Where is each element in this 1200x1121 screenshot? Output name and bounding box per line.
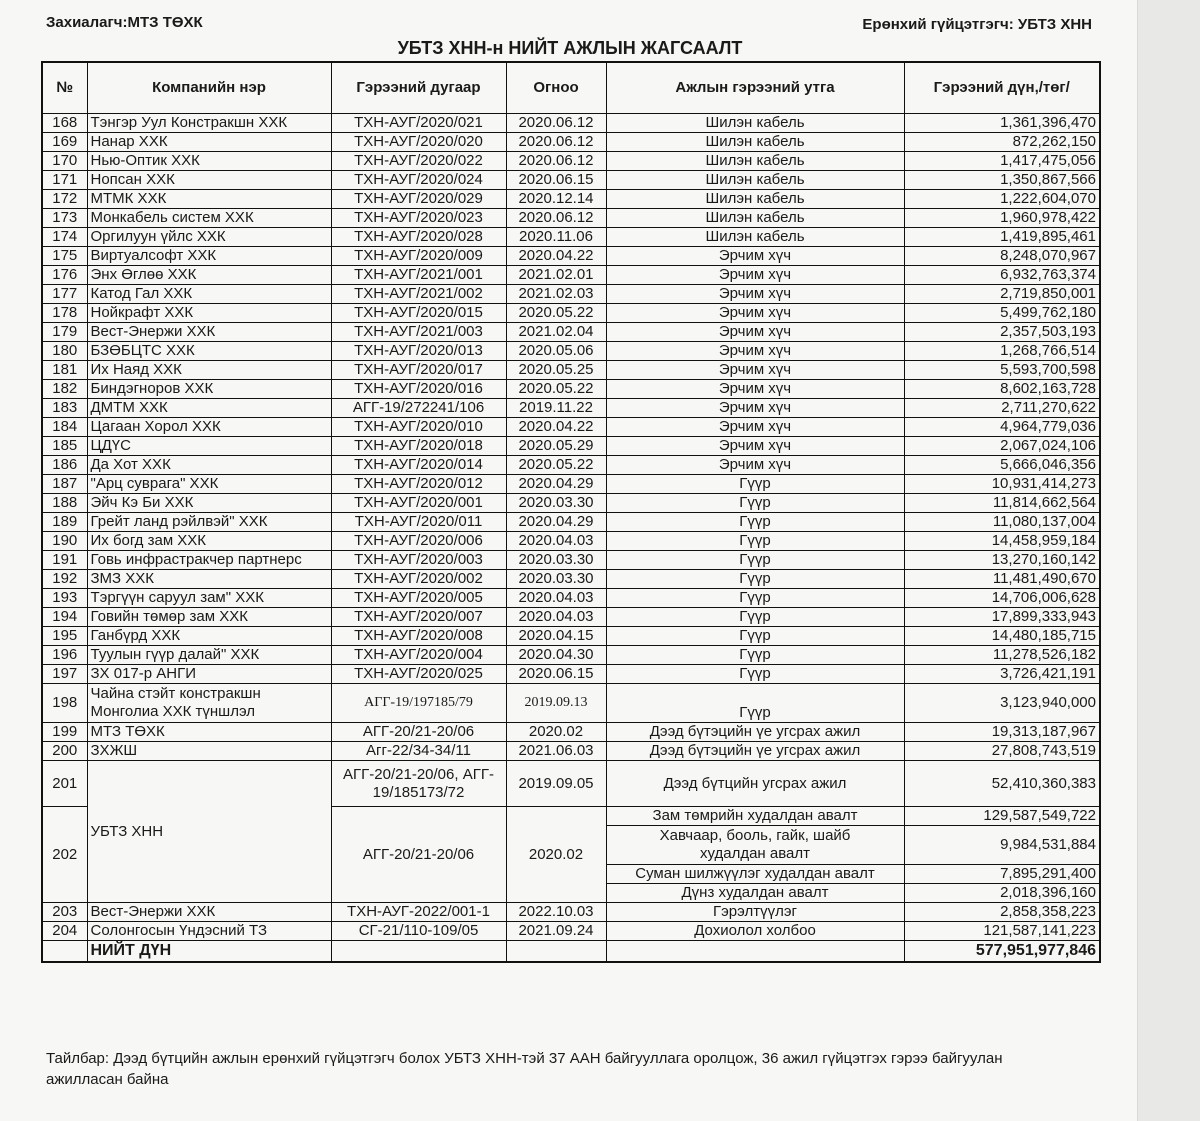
table-row <box>42 133 1100 152</box>
row-work-value: Эрчим хүч <box>606 418 904 437</box>
row-date: 2020.06.12 <box>506 114 606 133</box>
table-header-row <box>42 62 1100 114</box>
row-work-value: Гэрэлтүүлэг <box>606 903 904 922</box>
row-contract: ТХН-АУГ/2020/022 <box>331 152 506 171</box>
row-contract: АГГ-20/21-20/06 <box>331 807 506 903</box>
row-no: 172 <box>42 190 87 209</box>
row-contract: ТХН-АУГ/2020/025 <box>331 665 506 684</box>
row-date: 2020.06.12 <box>506 133 606 152</box>
row-work-value: Гүүр <box>606 684 904 723</box>
row-contract: ТХН-АУГ/2020/013 <box>331 342 506 361</box>
row-amount: 14,480,185,715 <box>904 627 1100 646</box>
row-company: Да Хот ХХК <box>87 456 331 475</box>
table-row <box>42 418 1100 437</box>
table-row <box>42 742 1100 761</box>
customer-label: Захиалагч:МТЗ ТӨХК <box>46 14 203 31</box>
col-header-contract-no: Гэрээний дугаар <box>331 62 506 114</box>
row-contract: Агг-22/34-34/11 <box>331 742 506 761</box>
row-no: 182 <box>42 380 87 399</box>
row-company: Биндэгноров ХХК <box>87 380 331 399</box>
row-no: 168 <box>42 114 87 133</box>
row-work-value: Эрчим хүч <box>606 342 904 361</box>
row-amount: 19,313,187,967 <box>904 723 1100 742</box>
row-no: 199 <box>42 723 87 742</box>
row-amount: 1,350,867,566 <box>904 171 1100 190</box>
work-list-table <box>41 61 1101 963</box>
col-header-amount: Гэрээний дүн,/төг/ <box>904 62 1100 114</box>
row-contract: ТХН-АУГ/2020/004 <box>331 646 506 665</box>
row-no: 178 <box>42 304 87 323</box>
row-work-value: Эрчим хүч <box>606 437 904 456</box>
row-contract: ТХН-АУГ-2022/001-1 <box>331 903 506 922</box>
row-amount: 11,481,490,670 <box>904 570 1100 589</box>
page-edge-shadow <box>1137 0 1200 1121</box>
row-no: 170 <box>42 152 87 171</box>
row-amount: 129,587,549,722 <box>904 807 1100 826</box>
row-company: Эйч Кэ Би ХХК <box>87 494 331 513</box>
row-no: 195 <box>42 627 87 646</box>
row-no: 173 <box>42 209 87 228</box>
row-company: Говь инфрастракчер партнерс <box>87 551 331 570</box>
row-contract: ТХН-АУГ/2020/007 <box>331 608 506 627</box>
row-work-value: Эрчим хүч <box>606 304 904 323</box>
row-company: Их Наяд ХХК <box>87 361 331 380</box>
row-no: 192 <box>42 570 87 589</box>
contractor-label: Ерөнхий гүйцэтгэгч: УБТЗ ХНН <box>862 16 1092 33</box>
row-amount: 52,410,360,383 <box>904 761 1100 807</box>
row-date: 2020.05.22 <box>506 380 606 399</box>
row-contract: ТХН-АУГ/2020/005 <box>331 589 506 608</box>
table-row <box>42 323 1100 342</box>
table-row <box>42 903 1100 922</box>
row-amount: 2,067,024,106 <box>904 437 1100 456</box>
total-empty-cell <box>506 941 606 963</box>
row-contract: ТХН-АУГ/2021/003 <box>331 323 506 342</box>
table-row <box>42 627 1100 646</box>
row-company: Тэргүүн саруул зам" ХХК <box>87 589 331 608</box>
row-no: 187 <box>42 475 87 494</box>
table-row <box>42 190 1100 209</box>
row-amount: 9,984,531,884 <box>904 826 1100 865</box>
row-work-value: Эрчим хүч <box>606 399 904 418</box>
row-date: 2020.06.12 <box>506 209 606 228</box>
table-row <box>42 551 1100 570</box>
row-amount: 11,080,137,004 <box>904 513 1100 532</box>
row-contract: ТХН-АУГ/2020/009 <box>331 247 506 266</box>
row-work-value: Дүнз худалдан авалт <box>606 884 904 903</box>
row-amount: 2,357,503,193 <box>904 323 1100 342</box>
table-row <box>42 171 1100 190</box>
row-date: 2020.06.15 <box>506 665 606 684</box>
row-no: 203 <box>42 903 87 922</box>
table-row <box>42 723 1100 742</box>
row-no: 171 <box>42 171 87 190</box>
table-row <box>42 228 1100 247</box>
row-date: 2020.04.22 <box>506 418 606 437</box>
col-header-company: Компанийн нэр <box>87 62 331 114</box>
row-work-value: Гүүр <box>606 627 904 646</box>
contract-line: АГГ-20/21-20/06, АГГ- <box>343 765 494 783</box>
row-date: 2020.05.06 <box>506 342 606 361</box>
table-row <box>42 570 1100 589</box>
company-line: Монголиа ХХК түншлэл <box>90 703 256 720</box>
row-amount: 1,960,978,422 <box>904 209 1100 228</box>
footnote: Тайлбар: Дээд бүтцийн ажлын ерөнхий гүйцэтгэгч болох УБТЗ ХНН-тэй 37 ААН байгууллага оролцож, 36 ажил гүйцэтгэх гэрээ байгуулан ажилласан байна <box>46 1050 1003 1088</box>
row-amount: 17,899,333,943 <box>904 608 1100 627</box>
row-company: Грейт ланд рэйлвэй" ХХК <box>87 513 331 532</box>
row-amount: 1,419,895,461 <box>904 228 1100 247</box>
row-contract: ТХН-АУГ/2020/024 <box>331 171 506 190</box>
table-body <box>42 114 1100 963</box>
row-company: "Арц суврага" ХХК <box>87 475 331 494</box>
row-company: Оргилуун үйлс ХХК <box>87 228 331 247</box>
row-date: 2020.12.14 <box>506 190 606 209</box>
row-contract: ТХН-АУГ/2020/029 <box>331 190 506 209</box>
row-company: БЗӨБЦТС ХХК <box>87 342 331 361</box>
row-company: ЗХ 017-р АНГИ <box>87 665 331 684</box>
table-row <box>42 247 1100 266</box>
row-work-value: Шилэн кабель <box>606 152 904 171</box>
row-amount: 8,602,163,728 <box>904 380 1100 399</box>
row-date: 2020.04.03 <box>506 608 606 627</box>
col-header-work-value: Ажлын гэрээний утга <box>606 62 904 114</box>
row-contract: ТХН-АУГ/2020/017 <box>331 361 506 380</box>
table-row <box>42 665 1100 684</box>
row-work-value: Дээд бүтэцийн үе угсрах ажил <box>606 723 904 742</box>
col-header-no: № <box>42 62 87 114</box>
row-contract: ТХН-АУГ/2020/011 <box>331 513 506 532</box>
row-company: Цагаан Хорол ХХК <box>87 418 331 437</box>
row-work-value: Эрчим хүч <box>606 456 904 475</box>
row-no: 180 <box>42 342 87 361</box>
row-date: 2020.04.15 <box>506 627 606 646</box>
table-row <box>42 361 1100 380</box>
row-date: 2021.02.03 <box>506 285 606 304</box>
table-row <box>42 684 1100 723</box>
row-amount: 1,417,475,056 <box>904 152 1100 171</box>
row-no: 181 <box>42 361 87 380</box>
row-amount: 2,711,270,622 <box>904 399 1100 418</box>
row-date: 2020.03.30 <box>506 494 606 513</box>
row-date: 2020.04.03 <box>506 532 606 551</box>
row-contract: ТХН-АУГ/2020/016 <box>331 380 506 399</box>
row-work-value: Дээд бүтэцийн үе угсрах ажил <box>606 742 904 761</box>
table-row <box>42 608 1100 627</box>
row-date: 2020.02 <box>506 807 606 903</box>
row-amount: 14,706,006,628 <box>904 589 1100 608</box>
row-date: 2020.02 <box>506 723 606 742</box>
row-company <box>87 684 331 723</box>
row-contract: АГГ-20/21-20/06 <box>331 723 506 742</box>
row-company: Вест-Энержи ХХК <box>87 903 331 922</box>
total-empty-cell <box>42 941 87 963</box>
value-line: худалдан авалт <box>699 845 810 862</box>
row-no: 201 <box>42 761 87 807</box>
col-header-date: Огноо <box>506 62 606 114</box>
row-amount: 1,361,396,470 <box>904 114 1100 133</box>
value-line: Хавчаар, бооль, гайк, шайб <box>659 827 851 844</box>
row-contract: ТХН-АУГ/2020/023 <box>331 209 506 228</box>
row-company: ДМТМ ХХК <box>87 399 331 418</box>
row-company: Тэнгэр Уул Констракшн ХХК <box>87 114 331 133</box>
row-contract: ТХН-АУГ/2020/001 <box>331 494 506 513</box>
row-work-value: Гүүр <box>606 589 904 608</box>
row-work-value: Дохиолол холбоо <box>606 922 904 941</box>
row-company: Катод Гал ХХК <box>87 285 331 304</box>
row-company: МТЗ ТӨХК <box>87 723 331 742</box>
row-work-value: Эрчим хүч <box>606 266 904 285</box>
total-row <box>42 941 1100 963</box>
table-row <box>42 532 1100 551</box>
row-work-value: Шилэн кабель <box>606 209 904 228</box>
total-empty-cell <box>331 941 506 963</box>
row-contract: СГ-21/110-109/05 <box>331 922 506 941</box>
row-contract: ТХН-АУГ/2020/006 <box>331 532 506 551</box>
row-company: МТМК ХХК <box>87 190 331 209</box>
row-date: 2020.05.25 <box>506 361 606 380</box>
row-work-value: Гүүр <box>606 551 904 570</box>
row-company: Их богд зам ХХК <box>87 532 331 551</box>
row-amount: 14,458,959,184 <box>904 532 1100 551</box>
row-contract: ТХН-АУГ/2020/028 <box>331 228 506 247</box>
row-no: 196 <box>42 646 87 665</box>
row-no: 175 <box>42 247 87 266</box>
row-amount: 10,931,414,273 <box>904 475 1100 494</box>
row-date: 2020.04.29 <box>506 475 606 494</box>
row-amount: 3,123,940,000 <box>904 684 1100 723</box>
row-amount: 7,895,291,400 <box>904 865 1100 884</box>
row-work-value: Шилэн кабель <box>606 133 904 152</box>
row-amount: 2,719,850,001 <box>904 285 1100 304</box>
row-work-value: Гүүр <box>606 646 904 665</box>
table-row <box>42 152 1100 171</box>
row-date: 2021.02.01 <box>506 266 606 285</box>
row-date: 2021.02.04 <box>506 323 606 342</box>
row-work-value: Шилэн кабель <box>606 190 904 209</box>
row-company: Нопсан ХХК <box>87 171 331 190</box>
row-no: 189 <box>42 513 87 532</box>
table-row <box>42 922 1100 941</box>
row-date: 2020.04.30 <box>506 646 606 665</box>
row-amount: 11,278,526,182 <box>904 646 1100 665</box>
row-contract: ТХН-АУГ/2021/002 <box>331 285 506 304</box>
row-work-value <box>606 826 904 865</box>
row-company: Виртуалсофт ХХК <box>87 247 331 266</box>
row-date: 2020.06.12 <box>506 152 606 171</box>
row-no: 198 <box>42 684 87 723</box>
row-contract: ТХН-АУГ/2020/021 <box>331 114 506 133</box>
row-amount: 2,018,396,160 <box>904 884 1100 903</box>
row-amount: 11,814,662,564 <box>904 494 1100 513</box>
row-amount: 872,262,150 <box>904 133 1100 152</box>
row-date: 2020.05.22 <box>506 304 606 323</box>
row-no: 194 <box>42 608 87 627</box>
table-row <box>42 761 1100 807</box>
row-company: Говийн төмөр зам ХХК <box>87 608 331 627</box>
row-work-value: Шилэн кабель <box>606 228 904 247</box>
row-no: 197 <box>42 665 87 684</box>
row-no: 191 <box>42 551 87 570</box>
row-company: Вест-Энержи ХХК <box>87 323 331 342</box>
row-contract: ТХН-АУГ/2020/018 <box>331 437 506 456</box>
row-no: 186 <box>42 456 87 475</box>
row-work-value: Гүүр <box>606 665 904 684</box>
table-row <box>42 380 1100 399</box>
row-no: 176 <box>42 266 87 285</box>
row-work-value: Дээд бүтцийн угсрах ажил <box>606 761 904 807</box>
row-contract <box>331 761 506 807</box>
contract-line: 19/185173/72 <box>372 783 465 801</box>
row-contract: ТХН-АУГ/2020/020 <box>331 133 506 152</box>
table-row <box>42 513 1100 532</box>
row-no: 174 <box>42 228 87 247</box>
row-date: 2019.09.13 <box>506 684 606 723</box>
row-no: 193 <box>42 589 87 608</box>
row-work-value: Гүүр <box>606 475 904 494</box>
row-date: 2021.09.24 <box>506 922 606 941</box>
row-amount: 13,270,160,142 <box>904 551 1100 570</box>
row-work-value: Гүүр <box>606 532 904 551</box>
total-empty-cell <box>606 941 904 963</box>
row-date: 2020.03.30 <box>506 570 606 589</box>
table-row <box>42 646 1100 665</box>
row-work-value: Шилэн кабель <box>606 114 904 133</box>
total-amount: 577,951,977,846 <box>904 941 1100 963</box>
row-date: 2020.04.03 <box>506 589 606 608</box>
row-no: 185 <box>42 437 87 456</box>
row-amount: 4,964,779,036 <box>904 418 1100 437</box>
total-label: НИЙТ ДҮН <box>87 941 331 963</box>
row-no: 190 <box>42 532 87 551</box>
row-contract: ТХН-АУГ/2020/002 <box>331 570 506 589</box>
row-company: Энх Өглөө ХХК <box>87 266 331 285</box>
row-company: Солонгосын Үндэсний ТЗ <box>87 922 331 941</box>
row-date: 2021.06.03 <box>506 742 606 761</box>
row-contract: ТХН-АУГ/2020/008 <box>331 627 506 646</box>
row-amount: 1,268,766,514 <box>904 342 1100 361</box>
row-contract: ТХН-АУГ/2021/001 <box>331 266 506 285</box>
table-row <box>42 475 1100 494</box>
row-no: 188 <box>42 494 87 513</box>
row-work-value: Гүүр <box>606 608 904 627</box>
row-contract: АГГ-19/272241/106 <box>331 399 506 418</box>
row-date: 2020.04.22 <box>506 247 606 266</box>
table-row <box>42 437 1100 456</box>
row-amount: 6,932,763,374 <box>904 266 1100 285</box>
row-date: 2020.03.30 <box>506 551 606 570</box>
row-contract: ТХН-АУГ/2020/010 <box>331 418 506 437</box>
page-title: УБТЗ ХНН-н НИЙТ АЖЛЫН ЖАГСААЛТ <box>397 38 743 58</box>
table-row <box>42 304 1100 323</box>
row-amount: 3,726,421,191 <box>904 665 1100 684</box>
row-amount: 1,222,604,070 <box>904 190 1100 209</box>
row-contract: ТХН-АУГ/2020/015 <box>331 304 506 323</box>
row-company: ЗМЗ ХХК <box>87 570 331 589</box>
row-contract: ТХН-АУГ/2020/012 <box>331 475 506 494</box>
table-row <box>42 114 1100 133</box>
table-row <box>42 266 1100 285</box>
row-date: 2020.04.29 <box>506 513 606 532</box>
row-no: 179 <box>42 323 87 342</box>
table-row <box>42 456 1100 475</box>
row-no: 204 <box>42 922 87 941</box>
row-amount: 5,499,762,180 <box>904 304 1100 323</box>
table-row <box>42 589 1100 608</box>
row-company: Монкабель систем ХХК <box>87 209 331 228</box>
row-work-value: Эрчим хүч <box>606 361 904 380</box>
row-work-value: Эрчим хүч <box>606 285 904 304</box>
row-amount: 8,248,070,967 <box>904 247 1100 266</box>
row-company: Нью-Оптик ХХК <box>87 152 331 171</box>
row-date: 2022.10.03 <box>506 903 606 922</box>
row-no: 177 <box>42 285 87 304</box>
row-no: 202 <box>42 807 87 903</box>
row-work-value: Гүүр <box>606 513 904 532</box>
row-no: 169 <box>42 133 87 152</box>
row-work-value: Эрчим хүч <box>606 247 904 266</box>
row-no: 183 <box>42 399 87 418</box>
row-work-value: Гүүр <box>606 494 904 513</box>
row-work-value: Гүүр <box>606 570 904 589</box>
row-date: 2020.05.29 <box>506 437 606 456</box>
row-work-value: Эрчим хүч <box>606 323 904 342</box>
row-work-value: Суман шилжүүлэг худалдан авалт <box>606 865 904 884</box>
table-row <box>42 285 1100 304</box>
row-date: 2020.11.06 <box>506 228 606 247</box>
row-no: 200 <box>42 742 87 761</box>
row-work-value: Шилэн кабель <box>606 171 904 190</box>
row-amount: 5,666,046,356 <box>904 456 1100 475</box>
row-no: 184 <box>42 418 87 437</box>
company-line: Чайна стэйт констракшн <box>90 685 261 702</box>
row-amount: 121,587,141,223 <box>904 922 1100 941</box>
row-contract: ТХН-АУГ/2020/014 <box>331 456 506 475</box>
row-company: Нойкрафт ХХК <box>87 304 331 323</box>
table-row <box>42 342 1100 361</box>
table-row <box>42 209 1100 228</box>
row-company: Нанар ХХК <box>87 133 331 152</box>
row-date: 2019.11.22 <box>506 399 606 418</box>
row-amount: 5,593,700,598 <box>904 361 1100 380</box>
row-company: УБТЗ ХНН <box>87 761 331 903</box>
row-company: Ганбүрд ХХК <box>87 627 331 646</box>
row-contract: АГГ-19/197185/79 <box>331 684 506 723</box>
row-work-value: Эрчим хүч <box>606 380 904 399</box>
row-company: ЗХЖШ <box>87 742 331 761</box>
table-row <box>42 399 1100 418</box>
row-contract: ТХН-АУГ/2020/003 <box>331 551 506 570</box>
row-date: 2019.09.05 <box>506 761 606 807</box>
row-date: 2020.06.15 <box>506 171 606 190</box>
row-work-value: Зам төмрийн худалдан авалт <box>606 807 904 826</box>
table-row <box>42 494 1100 513</box>
row-date: 2020.05.22 <box>506 456 606 475</box>
row-amount: 2,858,358,223 <box>904 903 1100 922</box>
row-company: Туулын гүүр далай" ХХК <box>87 646 331 665</box>
row-company: ЦДҮС <box>87 437 331 456</box>
row-amount: 27,808,743,519 <box>904 742 1100 761</box>
